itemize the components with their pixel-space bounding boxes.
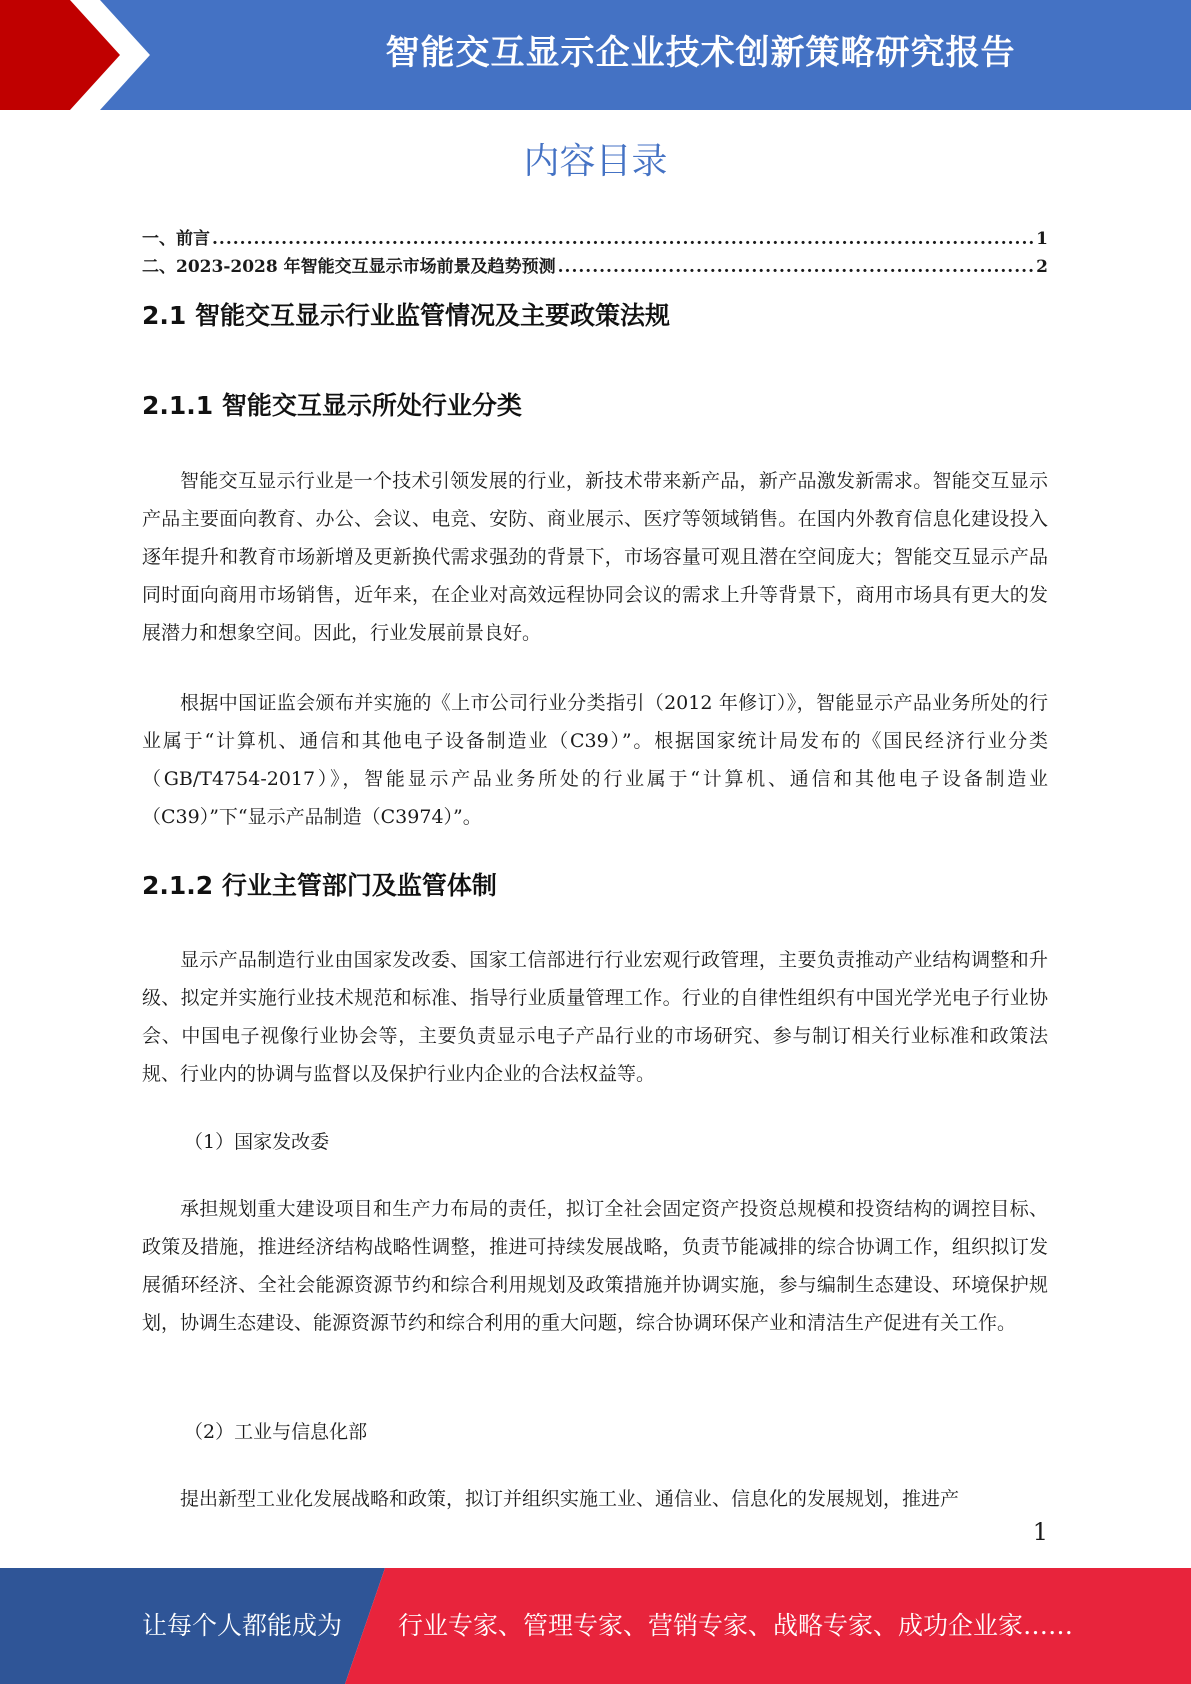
- section-heading-2-1-1: 2.1.1 智能交互显示所处行业分类: [142, 391, 522, 420]
- page-footer: [0, 1568, 1191, 1684]
- subheading: （2）工业与信息化部: [184, 1421, 368, 1443]
- toc-item-page: 2: [1036, 257, 1048, 277]
- footer-slogan-right: 行业专家、管理专家、营销专家、战略专家、成功企业家……: [398, 1611, 1074, 1640]
- toc-item-label: 二、2023-2028 年智能交互显示市场前景及趋势预测: [142, 257, 556, 277]
- table-of-contents: [142, 224, 1048, 280]
- toc-item-page: 1: [1036, 229, 1048, 249]
- paragraph: 承担规划重大建设项目和生产力布局的责任，拟订全社会固定资产投资总规模和投资结构的调控目标、政策及措施，推进经济结构战略性调整，推进可持续发展战略，负责节能减排的综合协调工作，组织拟订发展循环经济、全社会能源资源节约和综合利用规划及政策措施并协调实施，参与编制生态建设、环境保护规划，协调生态建设、能源资源节约和综合利用的重大问题，综合协调环保产业和清洁生产促进有关工作。: [142, 1198, 1048, 1334]
- section-heading-2-1: 2.1 智能交互显示行业监管情况及主要政策法规: [142, 301, 670, 330]
- paragraph: 显示产品制造行业由国家发改委、国家工信部进行行业宏观行政管理，主要负责推动产业结构调整和升级、拟定并实施行业技术规范和标准、指导行业质量管理工作。行业的自律性组织有中国光学光电子行业协会、中国电子视像行业协会等，主要负责显示电子产品行业的市场研究、参与制订相关行业标准和政策法规、行业内的协调与监督以及保护行业内企业的合法权益等。: [142, 949, 1048, 1085]
- paragraph: 智能交互显示行业是一个技术引领发展的行业，新技术带来新产品，新产品激发新需求。智能交互显示产品主要面向教育、办公、会议、电竞、安防、商业展示、医疗等领域销售。在国内外教育信息化建设投入逐年提升和教育市场新增及更新换代需求强劲的背景下，市场容量可观且潜在空间庞大；智能交互显示产品同时面向商用市场销售，近年来，在企业对高效远程协同会议的需求上升等背景下，商用市场具有更大的发展潜力和想象空间。因此，行业发展前景良好。: [142, 470, 1048, 644]
- report-title: 智能交互显示企业技术创新策略研究报告: [385, 33, 1016, 73]
- toc-item[interactable]: [142, 224, 1048, 252]
- toc-leader-dots: [558, 257, 1035, 277]
- paragraph: 提出新型工业化发展战略和政策，拟订并组织实施工业、通信业、信息化的发展规划，推进产: [180, 1488, 960, 1510]
- toc-leader-dots: [212, 229, 1034, 249]
- page-header: [0, 0, 1191, 110]
- subheading: （1）国家发改委: [184, 1131, 330, 1153]
- toc-item[interactable]: [142, 252, 1048, 280]
- toc-item-label: 一、前言: [142, 229, 210, 249]
- toc-title: 内容目录: [523, 141, 668, 182]
- footer-slogan-left: 让每个人都能成为: [142, 1611, 343, 1640]
- page-number: 1: [1032, 1518, 1048, 1546]
- paragraph: 根据中国证监会颁布并实施的《上市公司行业分类指引（2012 年修订）》，智能显示产品业务所处的行业属于“计算机、通信和其他电子设备制造业（C39）”。根据国家统计局发布的《国民经济行业分类（GB/T4754-2017）》，智能显示产品业务所处的行业属于“计算机、通信和其他电子设备制造业（C39）”下“显示产品制造（C3974）”。: [142, 692, 1048, 828]
- section-heading-2-1-2: 2.1.2 行业主管部门及监管体制: [142, 871, 497, 900]
